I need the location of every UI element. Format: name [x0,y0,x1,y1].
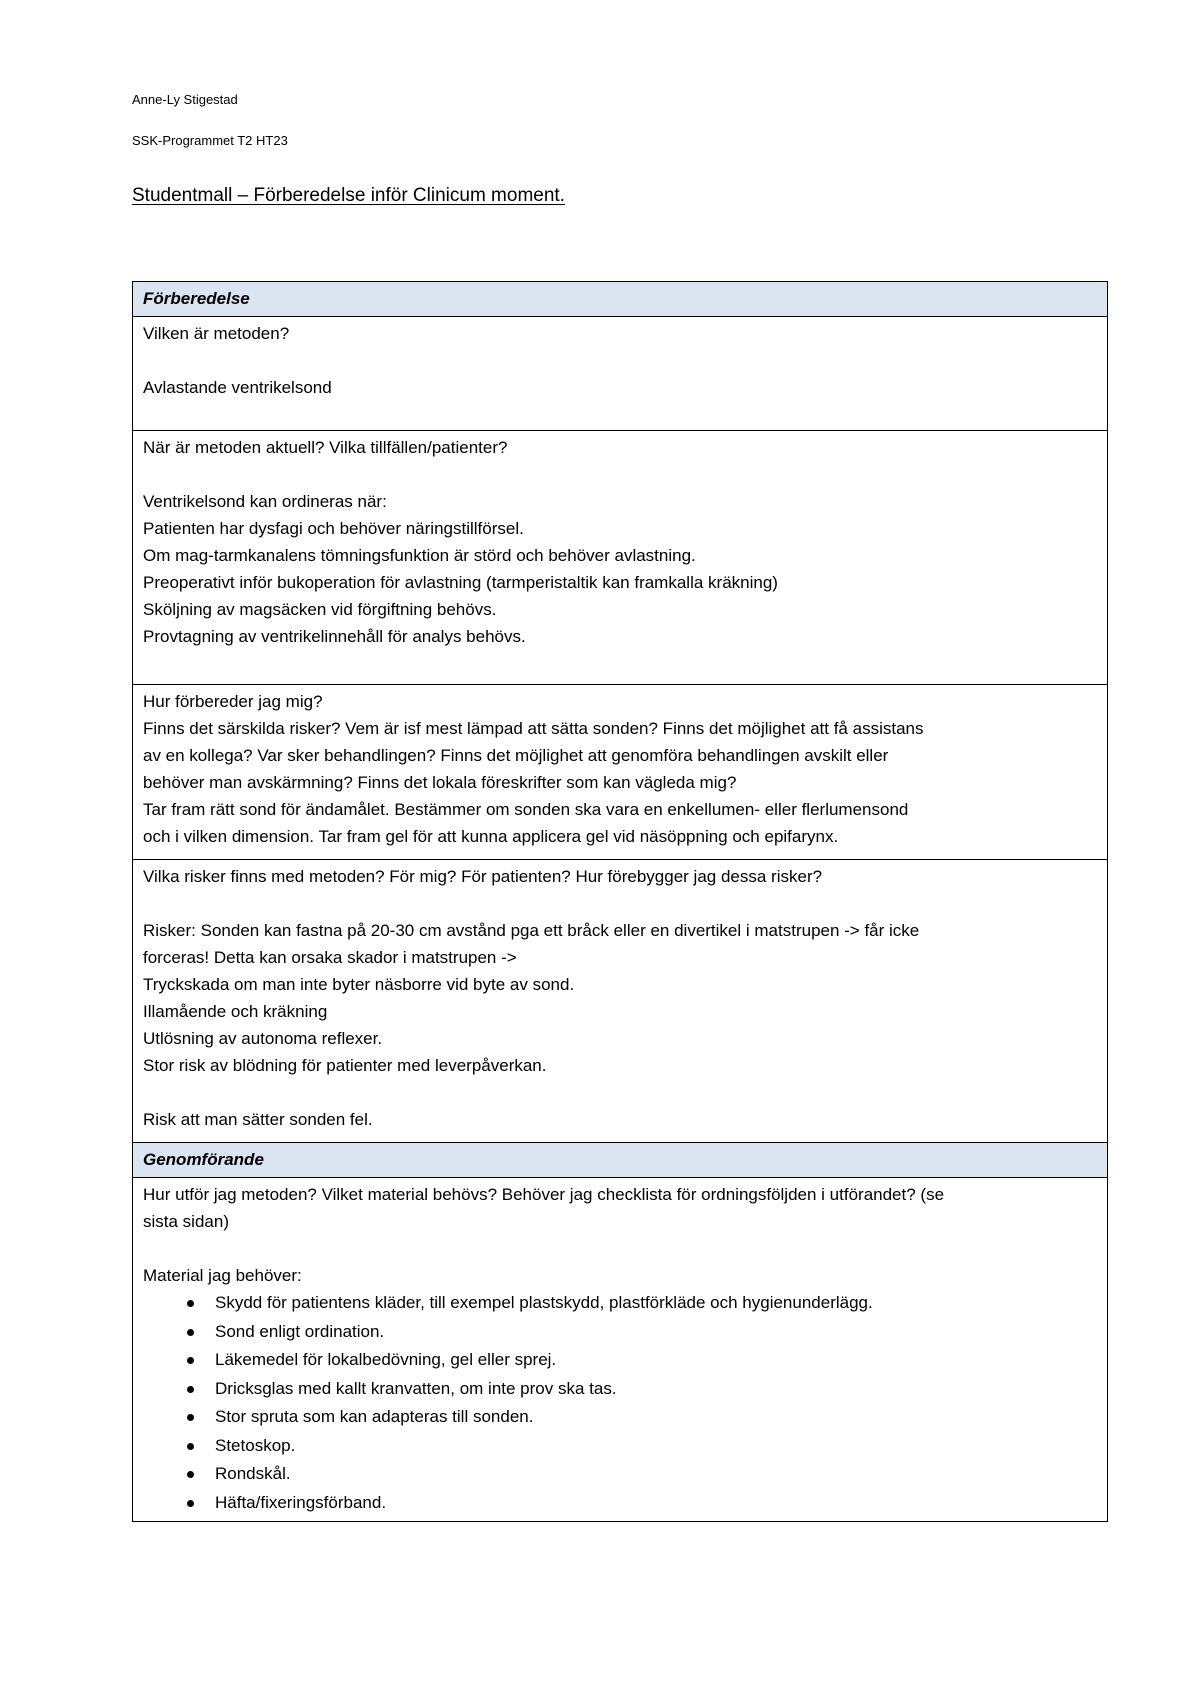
answer-line: forceras! Detta kan orsaka skador i matstrupen -> [143,948,517,967]
answer-line: Risk att man sätter sonden fel. [143,1110,373,1129]
question-cell-preparation [133,685,1108,860]
list-item: Dricksglas med kallt kranvatten, om inte prov ska tas. [215,1375,1097,1404]
answer-line: och i vilken dimension. Tar fram gel för att kunna applicera gel vid näsöppning och epifarynx. [143,827,839,846]
list-item: Häfta/fixeringsförband. [215,1489,1097,1518]
answer-line: Provtagning av ventrikelinnehåll för analys behövs. [143,627,526,646]
materials-list [143,1289,1097,1517]
question-cell-indication [133,431,1108,685]
answer-line: Ventrikelsond kan ordineras när: [143,492,387,511]
question-text: Vilka risker finns med metoden? För mig? För patienten? Hur förebygger jag dessa risker? [143,867,823,886]
program-label: SSK-Programmet T2 HT23 [132,133,288,148]
answer-line: Patienten har dysfagi och behöver näringstillförsel. [143,519,524,538]
answer-text: Avlastande ventrikelsond [143,378,332,397]
preparation-form-table [132,281,1108,1522]
answer-line: Illamående och kräkning [143,1002,328,1021]
answer-line: Finns det särskilda risker? Vem är isf mest lämpad att sätta sonden? Finns det möjlighet att få assistans [143,719,924,738]
answer-line: Stor risk av blödning för patienter med leverpåverkan. [143,1056,547,1075]
answer-line: Om mag-tarmkanalens tömningsfunktion är störd och behöver avlastning. [143,546,696,565]
question-text: Vilken är metoden? [143,324,290,343]
answer-line: Utlösning av autonoma reflexer. [143,1029,383,1048]
answer-line: Tryckskada om man inte byter näsborre vid byte av sond. [143,975,575,994]
list-item: Sond enligt ordination. [215,1318,1097,1347]
answer-line: Sköljning av magsäcken vid förgiftning behövs. [143,600,497,619]
list-item: Läkemedel för lokalbedövning, gel eller sprej. [215,1346,1097,1375]
question-cell-execution [133,1178,1108,1522]
answer-line: behöver man avskärmning? Finns det lokala föreskrifter som kan vägleda mig? [143,773,737,792]
question-text: Hur utför jag metoden? Vilket material behövs? Behöver jag checklista för ordningsföljden i utförandet? (se [143,1185,945,1204]
question-cell-method [133,317,1108,431]
answer-line: av en kollega? Var sker behandlingen? Finns det möjlighet att genomföra behandlingen avskilt eller [143,746,889,765]
question-text: Hur förbereder jag mig? [143,692,323,711]
section-header-preparation: Förberedelse [133,282,1108,317]
answer-line: Preoperativt inför bukoperation för avlastning (tarmperistaltik kan framkalla kräkning) [143,573,778,592]
question-cell-risks [133,860,1108,1143]
answer-line: Tar fram rätt sond för ändamålet. Bestämmer om sonden ska vara en enkellumen- eller flerlumensond [143,800,909,819]
list-item: Skydd för patientens kläder, till exempel plastskydd, plastförkläde och hygienunderlägg. [215,1289,1097,1318]
list-item: Rondskål. [215,1460,1097,1489]
list-item: Stor spruta som kan adapteras till sonden. [215,1403,1097,1432]
section-header-execution: Genomförande [133,1143,1108,1178]
author-name: Anne-Ly Stigestad [132,92,238,107]
list-item: Stetoskop. [215,1432,1097,1461]
document-title: Studentmall – Förberedelse inför Clinicum moment. [132,185,565,206]
question-text: När är metoden aktuell? Vilka tillfällen/patienter? [143,438,508,457]
answer-line: Risker: Sonden kan fastna på 20-30 cm avstånd pga ett bråck eller en divertikel i matstrupen -> får icke [143,921,920,940]
question-text: sista sidan) [143,1212,229,1231]
materials-label: Material jag behöver: [143,1266,302,1285]
